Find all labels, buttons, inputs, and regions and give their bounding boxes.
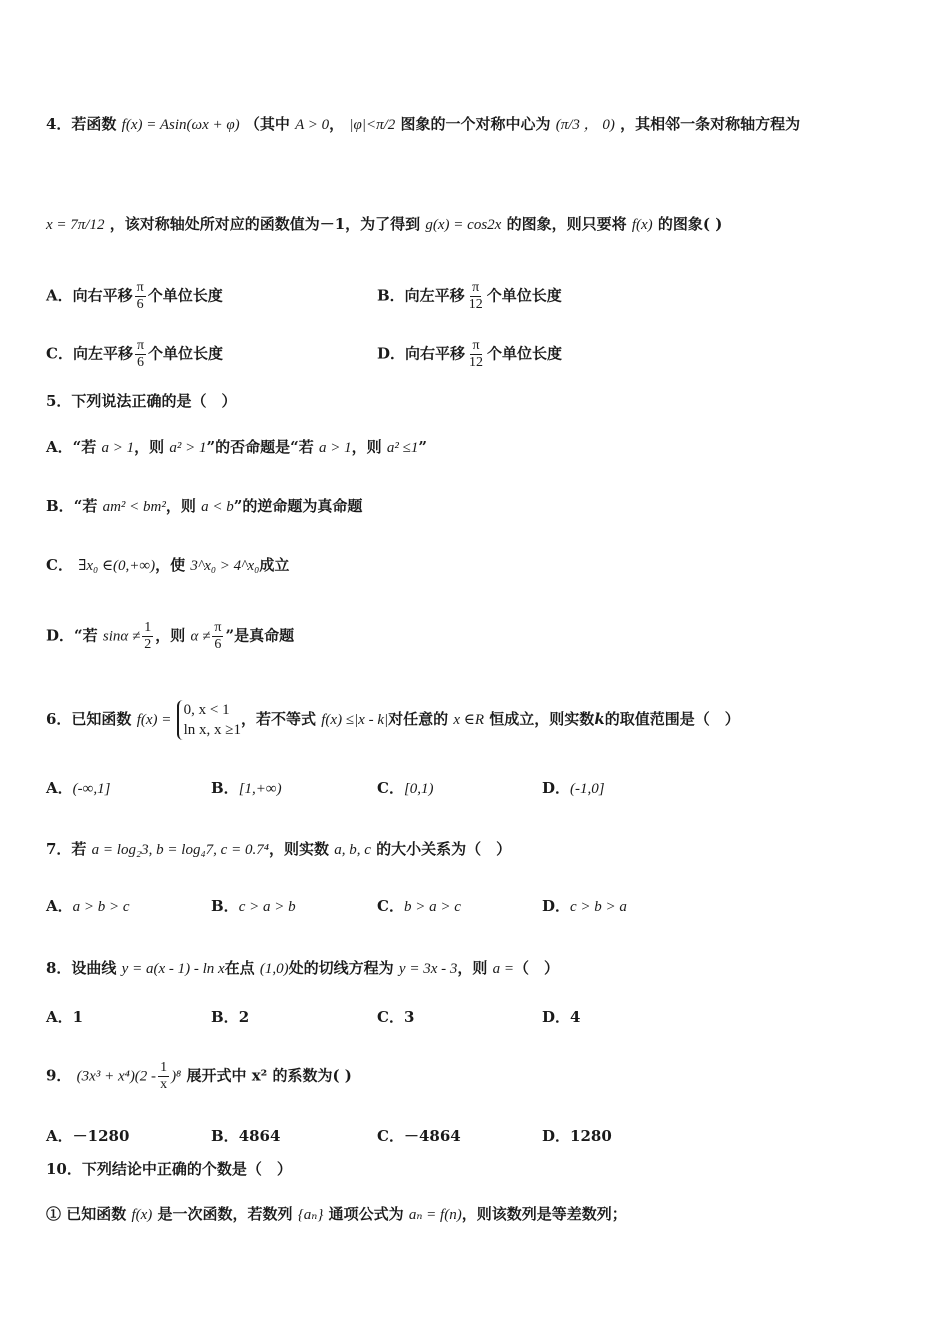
q5-c-t1: ，使 xyxy=(155,556,186,574)
q4-cond-a: A > 0 xyxy=(295,117,330,133)
q4-line1: 4．若函数 f(x) = Asin(ωx + φ) （其中 A > 0， |φ|<π/2 图象的一个对称中心为 (π/3 ， 0) ，其相邻一条对称轴方程为 xyxy=(46,115,801,133)
q7-vars: a, b, c xyxy=(334,842,371,858)
q5-b-m1: am² < bm² xyxy=(102,499,166,515)
q9-expr-a: (3x³ + x⁴)(2 - xyxy=(76,1068,157,1085)
q6-stem xyxy=(46,700,910,740)
q8-a: a = xyxy=(492,961,514,977)
q5-a-label: A． xyxy=(46,438,73,456)
q7-t2: 的大小关系为（ ） xyxy=(376,840,512,858)
q4-g: g(x) = cos2x xyxy=(425,217,502,233)
q5-d-t1: “若 xyxy=(74,626,98,645)
q5-option-a[interactable] xyxy=(46,436,910,459)
q10-item1-f: f(x) xyxy=(131,1207,153,1223)
q4-line2 xyxy=(46,213,910,236)
q4-mid: 图象的一个对称中心为 xyxy=(400,115,551,133)
q7-prefix: 7．若 xyxy=(46,840,87,858)
q10-stem: 10．下列结论中正确的个数是（ ） xyxy=(46,1160,292,1178)
q8-tangent: y = 3x - 3 xyxy=(398,961,458,977)
q9-expr-b: )⁸ xyxy=(171,1068,182,1085)
q4-option-b-frac: $\frac{\pi}{12}$ xyxy=(468,280,483,312)
q5-d-t2: ，则 xyxy=(155,626,186,645)
q8-t4: （ ） xyxy=(513,959,559,977)
q5-a-t2: ，则 xyxy=(134,438,165,456)
q4-option-d[interactable] xyxy=(377,338,562,371)
q4-option-d-frac: $\frac{\pi}{12}$ xyxy=(469,338,484,370)
q6-case1: 0, x < 1 xyxy=(183,702,230,718)
q4-option-b-label: B．向左平移 xyxy=(377,286,465,305)
q5-a-m2: a² > 1 xyxy=(169,440,207,456)
q4-line2a: ，该对称轴处所对应的函数值为－1，为了得到 xyxy=(109,215,421,233)
q5-stem: 5．下列说法正确的是（ ） xyxy=(46,392,237,410)
q7-option-a[interactable]: A．a > b > c xyxy=(46,897,130,915)
q6-option-c[interactable]: C．[0,1) xyxy=(377,779,434,797)
q4-option-c-frac: $\frac{\pi}{6}$ xyxy=(136,338,145,370)
q4-cond-phi: |φ|<π/2 xyxy=(349,117,396,133)
q6-option-b[interactable]: B．[1,+∞) xyxy=(211,779,282,797)
q4-option-a-tail: 个单位长度 xyxy=(147,286,223,305)
q4-option-b-tail: 个单位长度 xyxy=(486,286,562,305)
q5-d-t3: ”是真命题 xyxy=(225,626,295,645)
q6-prefix: 6．已知函数 xyxy=(46,710,132,728)
q5-a-m1: a > 1 xyxy=(101,440,135,456)
q4-line2c: 的图象( ) xyxy=(657,215,723,233)
q5-b-t3: ”的逆命题为真命题 xyxy=(233,497,363,515)
q4-option-a[interactable] xyxy=(46,280,223,313)
q10-item1 xyxy=(46,1203,910,1226)
q4-option-c-label: C．向左平移 xyxy=(46,344,133,363)
q5-d-m2: α ≠ xyxy=(190,628,211,645)
q6-k: k xyxy=(594,710,605,728)
q4-option-d-label: D．向右平移 xyxy=(377,344,466,363)
q4-option-a-label: A．向右平移 xyxy=(46,286,133,305)
q5-d-label: D． xyxy=(46,626,75,645)
q10-item1-d: ，则该数列是等差数列； xyxy=(461,1205,627,1223)
q10-item1-c: 通项公式为 xyxy=(328,1205,404,1223)
q5-d-frac2: $\frac{\pi}{6}$ xyxy=(214,620,222,652)
q7-option-d[interactable]: D．c > b > a xyxy=(542,897,627,915)
q7-option-c[interactable]: C．b > a > c xyxy=(377,897,461,915)
q9-prefix: 9． xyxy=(46,1066,72,1085)
q5-option-c[interactable] xyxy=(46,554,910,577)
q6-t2: 对任意的 xyxy=(388,710,449,728)
q5-b-m2: a < b xyxy=(201,499,234,515)
q8-curve: y = a(x - 1) - ln x xyxy=(121,961,225,977)
q6-piecewise xyxy=(177,700,241,740)
q4-prefix: 4．若函数 xyxy=(46,115,117,133)
q7-expr: a = log₂3, b = log₄7, c = 0.7⁴ xyxy=(91,842,269,858)
q8-option-a[interactable]: A．1 xyxy=(46,1008,84,1026)
q6-option-a[interactable]: A．(-∞,1] xyxy=(46,779,111,797)
q6-t3: 恒成立，则实数 xyxy=(489,710,595,728)
q4-tail: ，其相邻一条对称轴方程为 xyxy=(620,115,801,133)
q4-option-c[interactable] xyxy=(46,338,223,371)
q7-option-b[interactable]: B．c > a > b xyxy=(211,897,296,915)
q4-cond-open: （其中 xyxy=(244,115,290,133)
q6-t1: ，若不等式 xyxy=(241,710,317,728)
q9-frac: $\frac{1}{x}$ xyxy=(160,1060,168,1092)
q4-option-a-frac: $\frac{\pi}{6}$ xyxy=(136,280,144,312)
q5-d-m1: sinα ≠ xyxy=(102,628,141,645)
q5-a-t4: ，则 xyxy=(351,438,382,456)
q6-case2: ln x, x ≥1 xyxy=(183,722,242,738)
q5-b-label: B． xyxy=(46,497,74,515)
q5-a-m4: a² ≤1 xyxy=(386,440,419,456)
q5-c-t2: 成立 xyxy=(259,556,290,574)
q8-stem xyxy=(46,957,910,980)
q4-fx: f(x) xyxy=(631,217,653,233)
q5-option-b[interactable] xyxy=(46,495,910,518)
q5-b-t2: ，则 xyxy=(165,497,196,515)
q5-a-t5: ” xyxy=(418,438,428,456)
q9-t1: 展开式中 x² 的系数为( ) xyxy=(186,1066,352,1085)
q5-c-label: C． xyxy=(46,556,73,574)
q8-t3: ，则 xyxy=(457,959,488,977)
q6-xr: x ∈R xyxy=(453,712,485,728)
q5-c-m2: 3^x₀ > 4^x₀ xyxy=(190,558,260,574)
q5-d-frac1: $\frac{1}{2}$ xyxy=(144,620,152,652)
q9-option-d[interactable]: D．1280 xyxy=(542,1127,612,1145)
q9-option-c[interactable]: C．－4864 xyxy=(377,1127,461,1145)
q4-axis: x = 7π/12 xyxy=(46,217,105,233)
q8-prefix: 8．设曲线 xyxy=(46,959,117,977)
q9-stem xyxy=(46,1060,910,1093)
q8-t1: 在点 xyxy=(224,959,255,977)
q8-option-d[interactable]: D．4 xyxy=(542,1008,581,1026)
q4-func: f(x) = Asin(ωx + φ) xyxy=(121,117,240,133)
q5-a-t1: “若 xyxy=(72,438,97,456)
q10-item1-seq: {aₙ} xyxy=(297,1207,324,1223)
q4-line2b: 的图象，则只要将 xyxy=(506,215,627,233)
q4-center: (π/3 ， 0) xyxy=(555,117,615,133)
q10-item1-formula: aₙ = f(n) xyxy=(408,1207,462,1223)
q7-stem xyxy=(46,838,910,861)
q7-t1: ，则实数 xyxy=(268,840,329,858)
q5-b-t1: “若 xyxy=(73,497,98,515)
q5-a-t3: ”的否命题是“若 xyxy=(206,438,314,456)
q6-t4: 的取值范围是（ ） xyxy=(604,710,740,728)
q6-f: f(x) = xyxy=(136,712,172,728)
q5-a-m3: a > 1 xyxy=(319,440,352,456)
q4-option-d-tail: 个单位长度 xyxy=(487,344,563,363)
q5-c-m1: ∃x₀ ∈(0,+∞) xyxy=(78,558,156,574)
q8-option-b[interactable]: B．2 xyxy=(211,1008,250,1026)
q4-option-b[interactable] xyxy=(377,280,562,313)
q9-option-a[interactable]: A．－1280 xyxy=(46,1127,130,1145)
q9-option-b[interactable]: B．4864 xyxy=(211,1127,281,1145)
q8-t2: 处的切线方程为 xyxy=(288,959,394,977)
q6-option-d[interactable]: D．(-1,0] xyxy=(542,779,605,797)
q8-option-c[interactable]: C．3 xyxy=(377,1008,415,1026)
q5-option-d[interactable] xyxy=(46,620,910,653)
q10-item1-a: ① 已知函数 xyxy=(46,1205,127,1223)
q4-option-c-tail: 个单位长度 xyxy=(148,344,224,363)
q8-point: (1,0) xyxy=(259,961,289,977)
q6-ineq: f(x) ≤|x - k| xyxy=(321,712,389,728)
q10-item1-b: 是一次函数，若数列 xyxy=(157,1205,293,1223)
